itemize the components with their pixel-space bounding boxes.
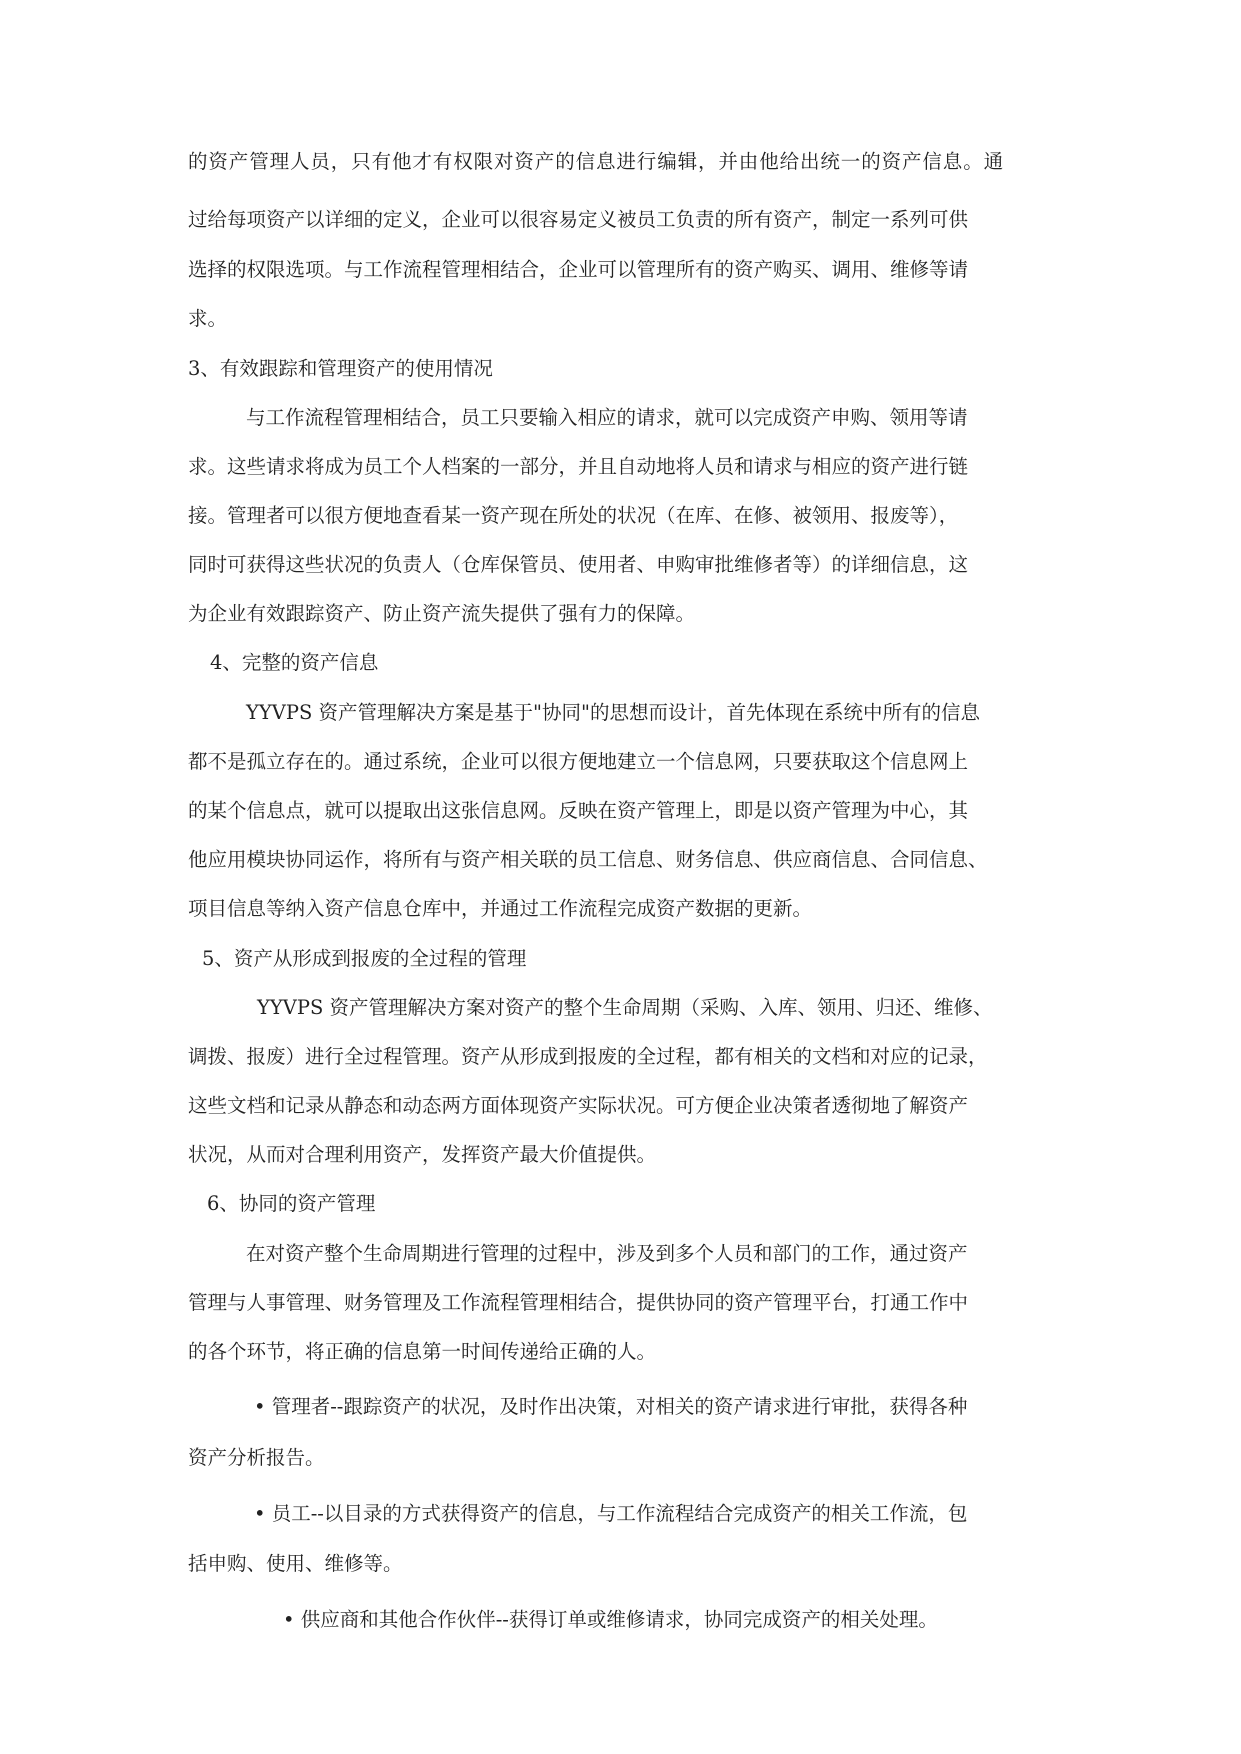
bullet-item-line: 资产分析报告。 [188,1446,325,1469]
paragraph-line: 调拨、报废）进行全过程管理。资产从形成到报废的全过程，都有相关的文档和对应的记录， [188,1045,988,1068]
paragraph-line: 项目信息等纳入资产信息仓库中，并通过工作流程完成资产数据的更新。 [188,897,813,920]
paragraph-line: 求。 [188,307,228,330]
paragraph-line: 都不是孤立存在的。通过系统，企业可以很方便地建立一个信息网，只要获取这个信息网上 [188,750,969,773]
bullet-item-line: • 管理者--跟踪资产的状况，及时作出决策，对相关的资产请求进行审批，获得各种 [254,1395,968,1418]
paragraph-line: 接。管理者可以很方便地查看某一资产现在所处的状况（在库、在修、被领用、报废等）， [188,504,959,527]
paragraph-line: 他应用模块协同运作，将所有与资产相关联的员工信息、财务信息、供应商信息、合同信息、 [188,848,988,871]
paragraph-line: 在对资产整个生命周期进行管理的过程中，涉及到多个人员和部门的工作，通过资产 [246,1242,968,1265]
paragraph-line: 这些文档和记录从静态和动态两方面体现资产实际状况。可方便企业决策者透彻地了解资产 [188,1094,969,1117]
paragraph-line: 为企业有效跟踪资产、防止资产流失提供了强有力的保障。 [188,602,696,625]
paragraph-line: 的各个环节，将正确的信息第一时间传递给正确的人。 [188,1340,657,1363]
section-heading: 3、有效跟踪和管理资产的使用情况 [188,357,493,380]
bullet-item-line: 括申购、使用、维修等。 [188,1552,403,1575]
paragraph-line: YYVPS 资产管理解决方案是基于"协同"的思想而设计，首先体现在系统中所有的信息 [246,701,980,724]
paragraph-line: 的某个信息点，就可以提取出这张信息网。反映在资产管理上，即是以资产管理为中心，其 [188,799,969,822]
section-heading: 6、协同的资产管理 [207,1192,376,1215]
paragraph-line: 选择的权限选项。与工作流程管理相结合，企业可以管理所有的资产购买、调用、维修等请 [188,258,969,281]
paragraph-line: 过给每项资产以详细的定义，企业可以很容易定义被员工负责的所有资产，制定一系列可供 [188,208,969,231]
paragraph-line: 同时可获得这些状况的负责人（仓库保管员、使用者、申购审批维修者等）的详细信息，这 [188,553,969,576]
bullet-item-line: • 员工--以目录的方式获得资产的信息，与工作流程结合完成资产的相关工作流，包 [254,1502,968,1525]
paragraph-line: 的资产管理人员，只有他才有权限对资产的信息进行编辑，并由他给出统一的资产信息。通 [188,150,1005,173]
paragraph-line: 管理与人事管理、财务管理及工作流程管理相结合，提供协同的资产管理平台，打通工作中 [188,1291,969,1314]
paragraph-line: 与工作流程管理相结合，员工只要输入相应的请求，就可以完成资产申购、领用等请 [246,406,968,429]
paragraph-line: 求。这些请求将成为员工个人档案的一部分，并且自动地将人员和请求与相应的资产进行链 [188,455,969,478]
section-heading: 5、资产从形成到报废的全过程的管理 [202,947,527,970]
paragraph-line: YYVPS 资产管理解决方案对资产的整个生命周期（采购、入库、领用、归还、维修、 [257,996,993,1019]
section-heading: 4、完整的资产信息 [210,651,379,674]
bullet-item-line: • 供应商和其他合作伙伴--获得订单或维修请求，协同完成资产的相关处理。 [283,1608,938,1631]
paragraph-line: 状况，从而对合理利用资产，发挥资产最大价值提供。 [188,1143,657,1166]
